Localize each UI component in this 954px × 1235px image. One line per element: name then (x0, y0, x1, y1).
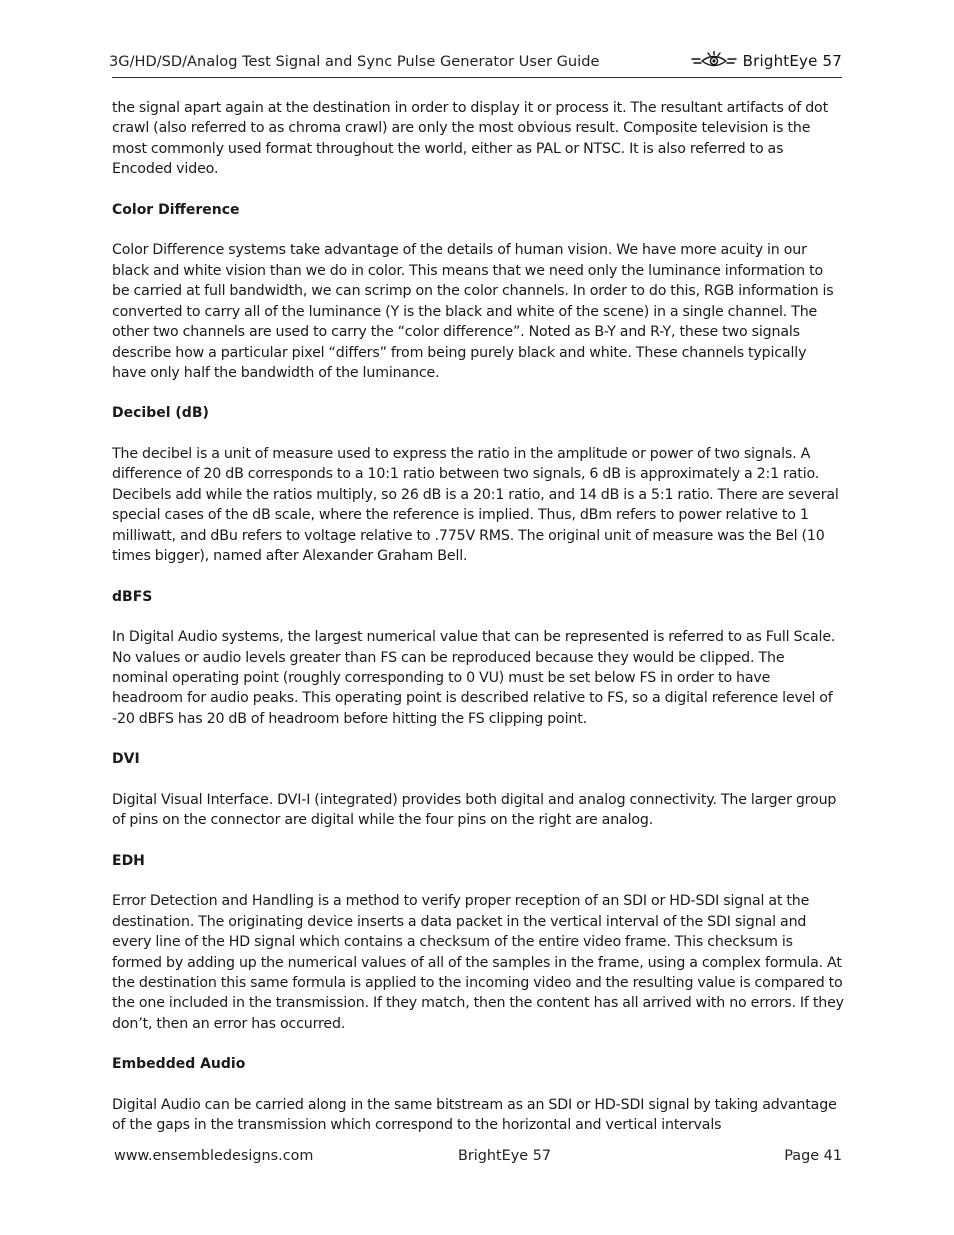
document-page (109, 0, 844, 1235)
section-text-edh: Error Detection and Handling is a method to verify proper reception of an SDI or HD-SDI signal at the destination. The originating device inserts a data packet in the vertical interval of the SDI signal and every line of the HD signal which contains a checksum of the entire video frame. This checksum is formed by adding up the numerical values of all of the samples in the frame, using a complex formula. At the destination this same formula is applied to the incoming video and the resulting value is compared to the one included in the transmission. If they match, then the content has all arrived with no errors. If they don’t, then an error has occurred. (112, 893, 844, 1032)
section-text-dbfs: In Digital Audio systems, the largest numerical value that can be represented is referred to as Full Scale. No values or audio levels greater than FS can be reproduced because they would be clipped. The nominal operating point (roughly corresponding to 0 VU) must be set below FS in order to have headroom for audio peaks. This operating point is described relative to FS, so a digital reference level of -20 dBFS has 20 dB of headroom before hitting the FS clipping point. (112, 629, 836, 727)
section-heading-dbfs: dBFS (112, 588, 153, 605)
page-footer (112, 1146, 842, 1166)
page-number: Page 41 (784, 1148, 842, 1164)
section-heading-dvi: DVI (112, 751, 140, 768)
section-heading-embedded-audio: Embedded Audio (112, 1056, 246, 1073)
section-text-decibel: The decibel is a unit of measure used to express the ratio in the amplitude or power of two signals. A difference of 20 dB corresponds to a 10:1 ratio between two signals, 6 dB is approximately a 2:1 ratio. Decibels add while the ratios multiply, so 26 dB is a 20:1 ratio, and 14 dB is a 5:1 ratio. There are several special cases of the dB scale, where the reference is implied. Thus, dBm refers to power relative to 1 milliwatt, and dBu refers to voltage relative to .775V RMS. The original unit of measure was the Bel (10 times bigger), named after Alexander Graham Bell. (112, 445, 839, 565)
document-title: 3G/HD/SD/Analog Test Signal and Sync Pulse Generator User Guide (109, 53, 600, 70)
intro-paragraph: the signal apart again at the destination in order to display it or process it. The resultant artifacts of dot crawl (also referred to as chroma crawl) are only the most obvious result. Composite television is the most commonly used format throughout the world, either as PAL or NTSC. It is also referred to as Encoded video. (112, 100, 828, 178)
section-text-dvi: Digital Visual Interface. DVI-I (integrated) provides both digital and analog connectivity. The larger group of pins on the connector are digital while the four pins on the right are analog. (112, 791, 837, 829)
section-heading-color-difference: Color Difference (112, 201, 240, 218)
section-text-embedded-audio: Digital Audio can be carried along in the same bitstream as an SDI or HD-SDI signal by taking advantage of the gaps in the transmission which correspond to the horizontal and vertical intervals (112, 1096, 837, 1134)
brand (690, 50, 842, 72)
footer-product: BrightEye 57 (458, 1148, 552, 1164)
section-heading-decibel: Decibel (dB) (112, 405, 209, 422)
brand-name: BrightEye 57 (742, 52, 842, 70)
section-heading-edh: EDH (112, 852, 145, 869)
brighteye-eye-logo-icon (690, 50, 738, 72)
page-content (112, 98, 844, 1156)
section-text-color-difference: Color Difference systems take advantage of the details of human vision. We have more acuity in our black and white vision than we do in color. This means that we need only the luminance information to be carried at full bandwidth, we can scrimp on the color channels. In order to do this, RGB information is converted to carry all of the luminance (Y is the black and white of the scene) in a single channel. The other two channels are used to carry the “color difference”. Noted as B-Y and R-Y, these two signals describe how a particular pixel “differs” from being purely black and white. These channels typically have only half the bandwidth of the luminance. (112, 242, 834, 381)
footer-website: www.ensembledesigns.com (114, 1148, 314, 1164)
page-header (109, 44, 842, 78)
